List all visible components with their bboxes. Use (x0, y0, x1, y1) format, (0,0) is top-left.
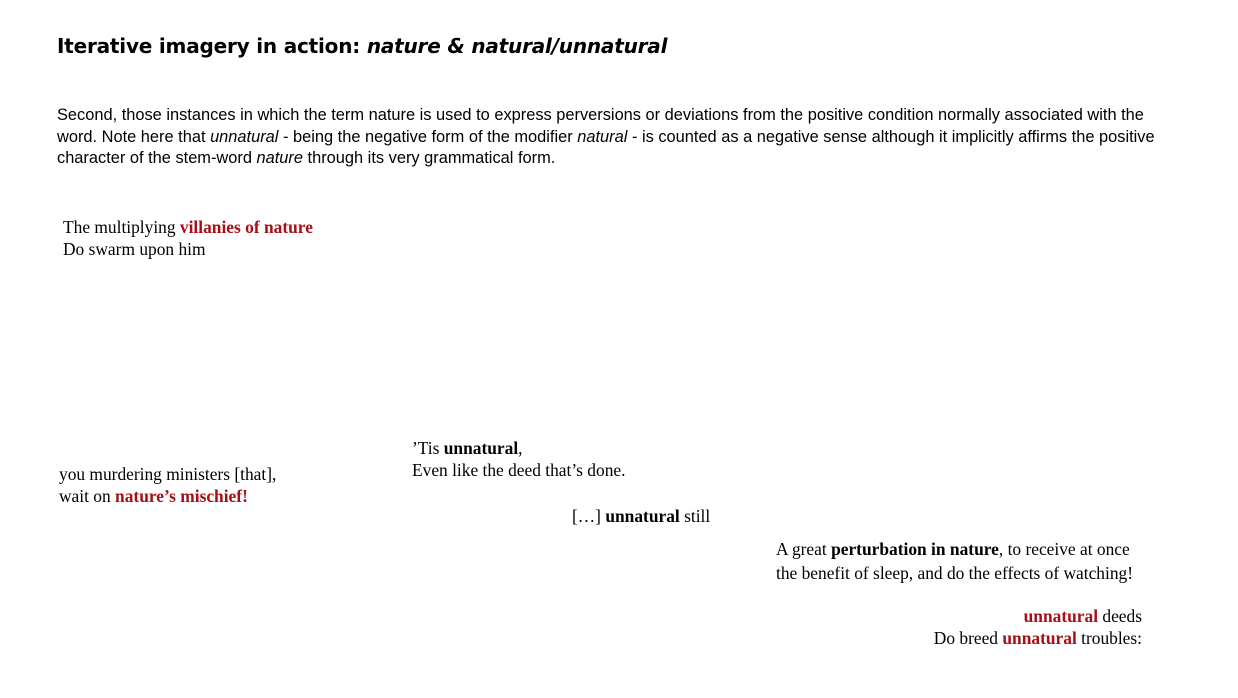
quote-unnatural-still (572, 505, 710, 527)
quote-text: , to receive at once (998, 539, 1130, 559)
slide-title (57, 34, 667, 58)
highlight-red: unnatural (1002, 628, 1077, 648)
quote-text: wait on (59, 486, 116, 506)
quote-text: still (679, 506, 711, 526)
quote-line (59, 485, 276, 507)
highlight-red: villanies of nature (179, 217, 313, 237)
highlight-bold: unnatural (605, 506, 680, 526)
para-text-2: - being the negative form of the modifier (278, 127, 578, 146)
quote-text: troubles: (1076, 628, 1142, 648)
quote-unnatural-deeds (900, 605, 1142, 649)
quote-text: The multiplying (63, 217, 180, 237)
quote-line: the benefit of sleep, and do the effects of watching! (776, 563, 1134, 583)
quote-natures-mischief (59, 463, 276, 507)
para-text-3: - is counted as a negative sense although it implicitly affirms the positive character of the stem-word (57, 127, 1155, 167)
highlight-red: nature’s mischief! (115, 486, 248, 506)
highlight-red: unnatural (1023, 606, 1099, 626)
quote-text: deeds (1098, 606, 1142, 626)
para-text-4: through its very grammatical form. (302, 149, 556, 167)
para-italic-nature: nature (256, 149, 303, 167)
quote-line (776, 537, 1133, 561)
quote-text: Do breed (933, 628, 1003, 648)
quote-text: , (518, 438, 523, 458)
quote-perturbation-in-nature (776, 537, 1133, 585)
intro-paragraph (57, 105, 1187, 170)
quote-line: you murdering ministers [that], (59, 464, 277, 484)
title-emphasis: nature & natural/unnatural (366, 34, 668, 58)
para-italic-unnatural: unnatural (210, 127, 279, 146)
quote-text: […] (572, 506, 606, 526)
quote-villanies-of-nature (63, 216, 313, 260)
title-prefix: Iterative imagery in action: (57, 34, 367, 58)
quote-text: ’Tis (412, 438, 444, 458)
quote-line (900, 627, 1142, 649)
quote-line (412, 437, 625, 459)
quote-line (900, 605, 1142, 627)
highlight-bold: perturbation in nature (831, 539, 999, 559)
highlight-bold: unnatural (443, 438, 519, 458)
quote-line (572, 505, 710, 527)
quote-line: Even like the deed that’s done. (412, 460, 626, 480)
para-italic-natural: natural (577, 127, 628, 146)
quote-line (63, 216, 313, 238)
quote-text: A great (776, 539, 832, 559)
para-text-1: Second, those instances in which the term nature is used to express perversions or deviations from the positive condition normally associated with the word. Note here that (57, 106, 1144, 146)
quote-tis-unnatural (412, 437, 625, 481)
quote-line: Do swarm upon him (63, 239, 206, 259)
